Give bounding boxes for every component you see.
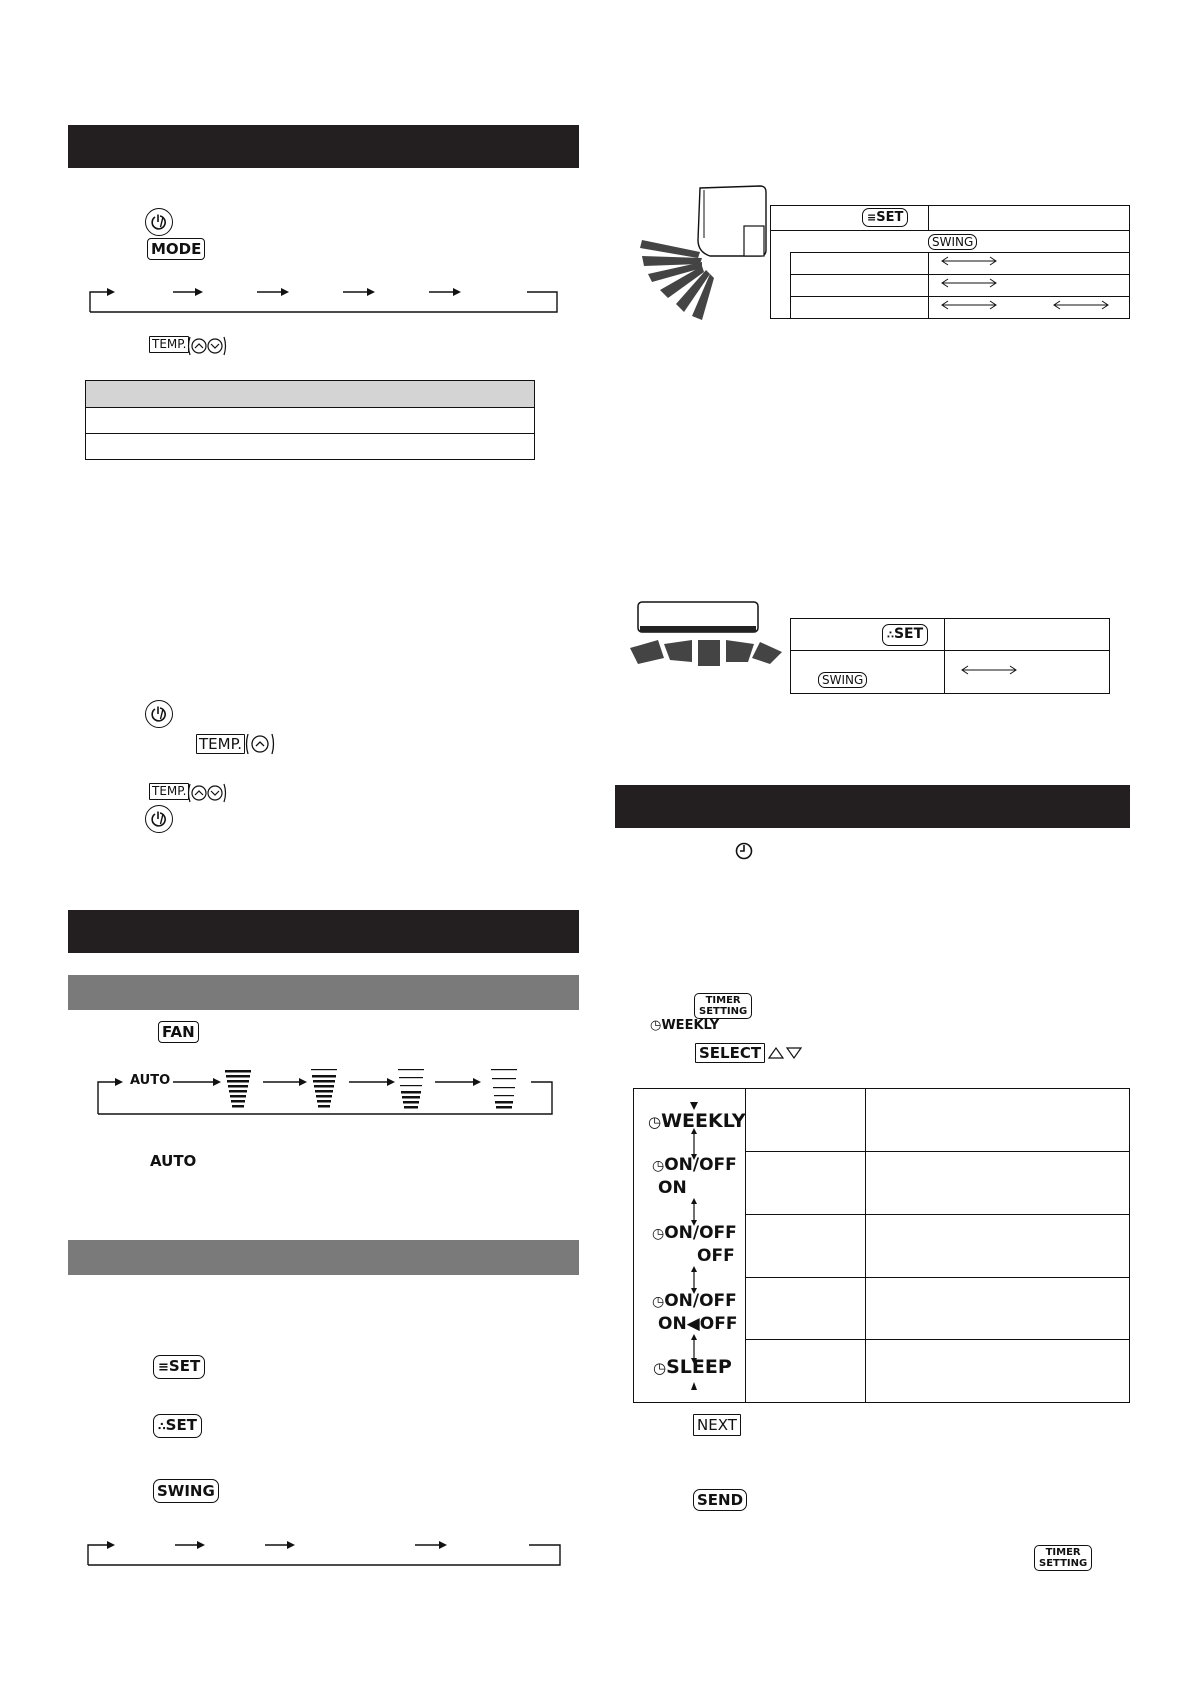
timer-icon: ◷: [650, 1018, 662, 1033]
table-divider: [745, 1089, 746, 1402]
timer-icon: ◷: [653, 1359, 667, 1377]
timer-icon: [734, 841, 754, 861]
timer-icon: ◷: [652, 1158, 665, 1174]
swing-key: SWING: [153, 1479, 219, 1503]
airflow-cycle-diagram: [85, 1535, 585, 1571]
table-divider: [790, 252, 791, 318]
power-button-icon: [145, 805, 173, 833]
swing-range-arrow: [960, 663, 1020, 677]
horizontal-airflow-icon: ∴: [158, 1420, 166, 1433]
horizontal-set-key: ∴SET: [882, 624, 928, 646]
power-button-icon: [145, 700, 173, 728]
swing-key: SWING: [928, 234, 977, 250]
timer-mode-on-off: ◷ON/OFF ON◀OFF: [652, 1291, 738, 1334]
swing-key: SWING: [818, 672, 867, 688]
table-header-row: [86, 381, 534, 408]
temp-key: TEMP.: [196, 734, 245, 754]
horizontal-set-key: ∴SET: [153, 1414, 202, 1438]
timer-setting-key: TIMER SETTING: [694, 993, 752, 1019]
subheader-airflow-direction: [68, 1240, 579, 1275]
section-header-timer: [615, 785, 1130, 828]
weekly-indicator: ◷WEEKLY: [650, 1018, 720, 1033]
temp-key: TEMP.: [149, 336, 189, 353]
timer-mode-sleep: ◷SLEEP: [653, 1356, 732, 1378]
next-key: NEXT: [693, 1414, 741, 1436]
timer-icon: ◷: [652, 1226, 665, 1242]
horizontal-airflow-icon: ∴: [887, 630, 894, 641]
auto-label: AUTO: [150, 1152, 197, 1170]
table-divider: [745, 1339, 1129, 1340]
table-divider: [865, 1089, 866, 1402]
vertical-airflow-icon: ≡: [867, 211, 877, 224]
fan-auto-label: AUTO: [130, 1073, 171, 1088]
vertical-airflow-icon: ≡: [158, 1360, 169, 1375]
table-divider: [928, 206, 929, 230]
section-header-adjustments: [68, 910, 579, 953]
vertical-set-key: ≡SET: [153, 1355, 205, 1379]
indoor-unit-front-view: [630, 600, 780, 680]
timer-icon: ◷: [652, 1294, 665, 1310]
table-divider: [86, 433, 534, 434]
timer-setting-key: TIMER SETTING: [1034, 1545, 1092, 1571]
table-divider: [745, 1151, 1129, 1152]
timer-icon: ◷: [648, 1113, 662, 1131]
table-divider: [771, 230, 1129, 231]
timer-mode-off: ◷ON/OFF OFF: [652, 1223, 737, 1266]
select-key: SELECT: [695, 1043, 765, 1063]
fan-speed-cycle-diagram: [95, 1058, 555, 1118]
timer-mode-weekly: ◷WEEKLY: [648, 1110, 746, 1132]
up-down-triangle-icon: [767, 1046, 807, 1060]
timer-mode-on: ◷ON/OFF ON: [652, 1155, 737, 1198]
subheader-fan-speed: [68, 975, 579, 1010]
section-header-operation: [68, 125, 579, 168]
table-divider: [944, 619, 945, 693]
mode-key: MODE: [147, 238, 205, 260]
table-divider: [745, 1214, 1129, 1215]
up-down-arrows-icon: [188, 783, 232, 803]
up-arrow-icon: [246, 733, 276, 755]
up-down-arrows-icon: [188, 336, 232, 356]
indoor-unit-side-view: [640, 180, 770, 330]
power-button-icon: [145, 208, 173, 236]
table-divider: [745, 1277, 1129, 1278]
vertical-set-key: ≡SET: [862, 208, 908, 227]
table-divider: [791, 650, 1109, 651]
table-divider: [928, 252, 929, 318]
fan-key: FAN: [158, 1021, 199, 1043]
temperature-range-table: [85, 380, 535, 460]
swing-range-arrows: [940, 252, 1140, 322]
send-key: SEND: [693, 1489, 747, 1511]
temp-key: TEMP.: [149, 783, 189, 800]
mode-cycle-diagram: [85, 282, 585, 322]
